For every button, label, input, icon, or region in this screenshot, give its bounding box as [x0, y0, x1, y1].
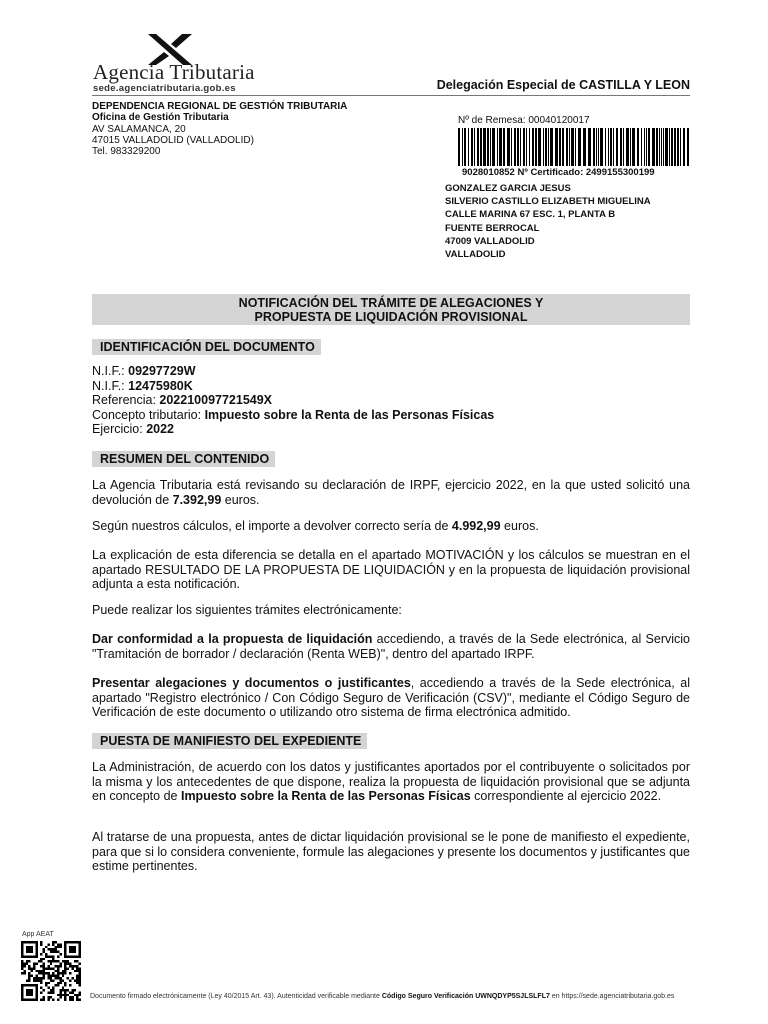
recipient-line: VALLADOLID [445, 249, 506, 261]
office-oficina: Oficina de Gestión Tributaria [92, 112, 229, 124]
recipient-line: FUENTE BERROCAL [445, 222, 540, 234]
barcode-icon [458, 128, 690, 166]
resumen-paragraph-4: Puede realizar los siguientes trámites electrónicamente: [92, 603, 402, 617]
text: correspondiente al ejercicio 2022. [470, 789, 662, 803]
resumen-paragraph-1 [92, 478, 690, 507]
bold-text: Impuesto sobre la Renta de las Personas Físicas [180, 789, 471, 803]
document-title-line-2: PROPUESTA DE LIQUIDACIÓN PROVISIONAL [254, 310, 528, 324]
office-tel: Tel. 983329200 [92, 146, 161, 158]
resumen-paragraph-6 [92, 676, 690, 720]
office-address-1: AV SALAMANCA, 20 [92, 123, 186, 135]
office-dependencia: DEPENDENCIA REGIONAL DE GESTIÓN TRIBUTARIA [92, 101, 348, 112]
text: La Agencia Tributaria está revisando su declaración de IRPF, ejercicio 2022, en la que usted solicitó una devolución de [92, 478, 690, 507]
amount-declared: 7.392,99 [172, 492, 222, 507]
referencia-value: 202210097721549X [159, 393, 273, 407]
bold-text: Dar conformidad a la propuesta de liquidación [92, 632, 373, 646]
footer-csv [90, 993, 674, 1000]
recipient-line: CALLE MARINA 67 ESC. 1, PLANTA B [445, 209, 616, 221]
recipient-address [445, 182, 651, 261]
concepto-label: Concepto tributario: [92, 407, 205, 422]
csv-code: Código Seguro Verificación UWNQDYP5SJLSLFL7 [381, 993, 550, 1000]
resumen-paragraph-3: La explicación de esta diferencia se detalla en el apartado MOTIVACIÓN y los cálculos se muestran en el apartado RESULTADO DE LA PROPUESTA DE LIQUIDACIÓN y en la propuesta de liquidación provisional adjunta a esta notificación. [92, 548, 690, 591]
text: , accediendo a través de la Sede electrónica, al apartado "Registro electrónico / Con Código Seguro de Verificación (CSV)", mediante el Código Seguro de Verificación de este documento o utilizando otro sistema de firma electrónica admitido. [92, 676, 690, 719]
certificado-number: 9028010852 Nº Certificado: 2499155300199 [462, 167, 655, 178]
ejercicio-line [92, 422, 494, 437]
text: euros. [221, 492, 260, 507]
document-title [92, 294, 690, 325]
app-aeat-label: App AEAT [22, 931, 54, 938]
nif-label: N.I.F.: [92, 364, 129, 378]
ejercicio-value: 2022 [146, 422, 174, 436]
nif-line-2 [92, 379, 494, 394]
delegacion-title: Delegación Especial de CASTILLA Y LEON [436, 78, 690, 92]
nif-value: 09297729W [128, 364, 196, 378]
text: La Administración, de acuerdo con los datos y justificantes aportados por el contribuyente o solicitados por la misma y los antecedentes de que dispone, realiza la propuesta de liquidación provisional que se adjunta en concepto de [92, 760, 690, 803]
logo-name: Agencia Tributaria [93, 60, 255, 84]
nif-line-1 [92, 364, 494, 379]
resumen-paragraph-5 [92, 632, 690, 661]
puesta-paragraph-2: Al tratarse de una propuesta, antes de dictar liquidación provisional se le pone de manifiesto el expediente, para que si lo considera conveniente, formule las alegaciones y presente los documentos y justificantes que estime pertinentes. [92, 830, 690, 873]
section-heading-resumen: RESUMEN DEL CONTENIDO [92, 451, 275, 467]
document-title-line-1: NOTIFICACIÓN DEL TRÁMITE DE ALEGACIONES Y [238, 296, 544, 310]
identificacion-block [92, 364, 494, 437]
recipient-line: 47009 VALLADOLID [445, 235, 535, 247]
resumen-paragraph-2 [92, 519, 690, 534]
office-address-2: 47015 VALLADOLID (VALLADOLID) [92, 134, 254, 146]
text: accediendo, a través de la Sede electrónica, al Servicio "Tramitación de borrador / declaración (Renta WEB)", dentro del apartado IRPF. [92, 632, 690, 661]
office-block [92, 101, 347, 157]
concepto-line [92, 408, 494, 423]
nif-label: N.I.F.: [92, 378, 129, 393]
ejercicio-label: Ejercicio: [92, 422, 147, 436]
bold-text: Presentar alegaciones y documentos o justificantes [92, 676, 411, 690]
section-heading-puesta: PUESTA DE MANIFIESTO DEL EXPEDIENTE [92, 733, 367, 749]
qr-code-icon [21, 941, 81, 1001]
puesta-paragraph-1 [92, 760, 690, 804]
recipient-line: SILVERIO CASTILLO ELIZABETH MIGUELINA [445, 196, 651, 208]
referencia-label: Referencia: [92, 393, 160, 407]
text: en https://sede.agenciatributaria.gob.es [549, 993, 675, 1000]
text: Según nuestros cálculos, el importe a devolver correcto sería de [92, 519, 452, 533]
recipient-line: GONZALEZ GARCIA JESUS [445, 183, 571, 194]
logo-url: sede.agenciatributaria.gob.es [93, 83, 236, 94]
section-heading-identificacion: IDENTIFICACIÓN DEL DOCUMENTO [92, 339, 321, 355]
text: Documento firmado electrónicamente (Ley 40/2015 Art. 43). Autenticidad verificable mediante [90, 993, 382, 1000]
remesa-number: Nº de Remesa: 00040120017 [458, 115, 590, 126]
text: euros. [500, 519, 539, 533]
referencia-line [92, 393, 494, 408]
amount-correct: 4.992,99 [451, 519, 501, 533]
concepto-value: Impuesto sobre la Renta de las Personas Físicas [204, 407, 495, 422]
nif-value: 12475980K [128, 378, 193, 393]
header-divider [92, 95, 690, 96]
